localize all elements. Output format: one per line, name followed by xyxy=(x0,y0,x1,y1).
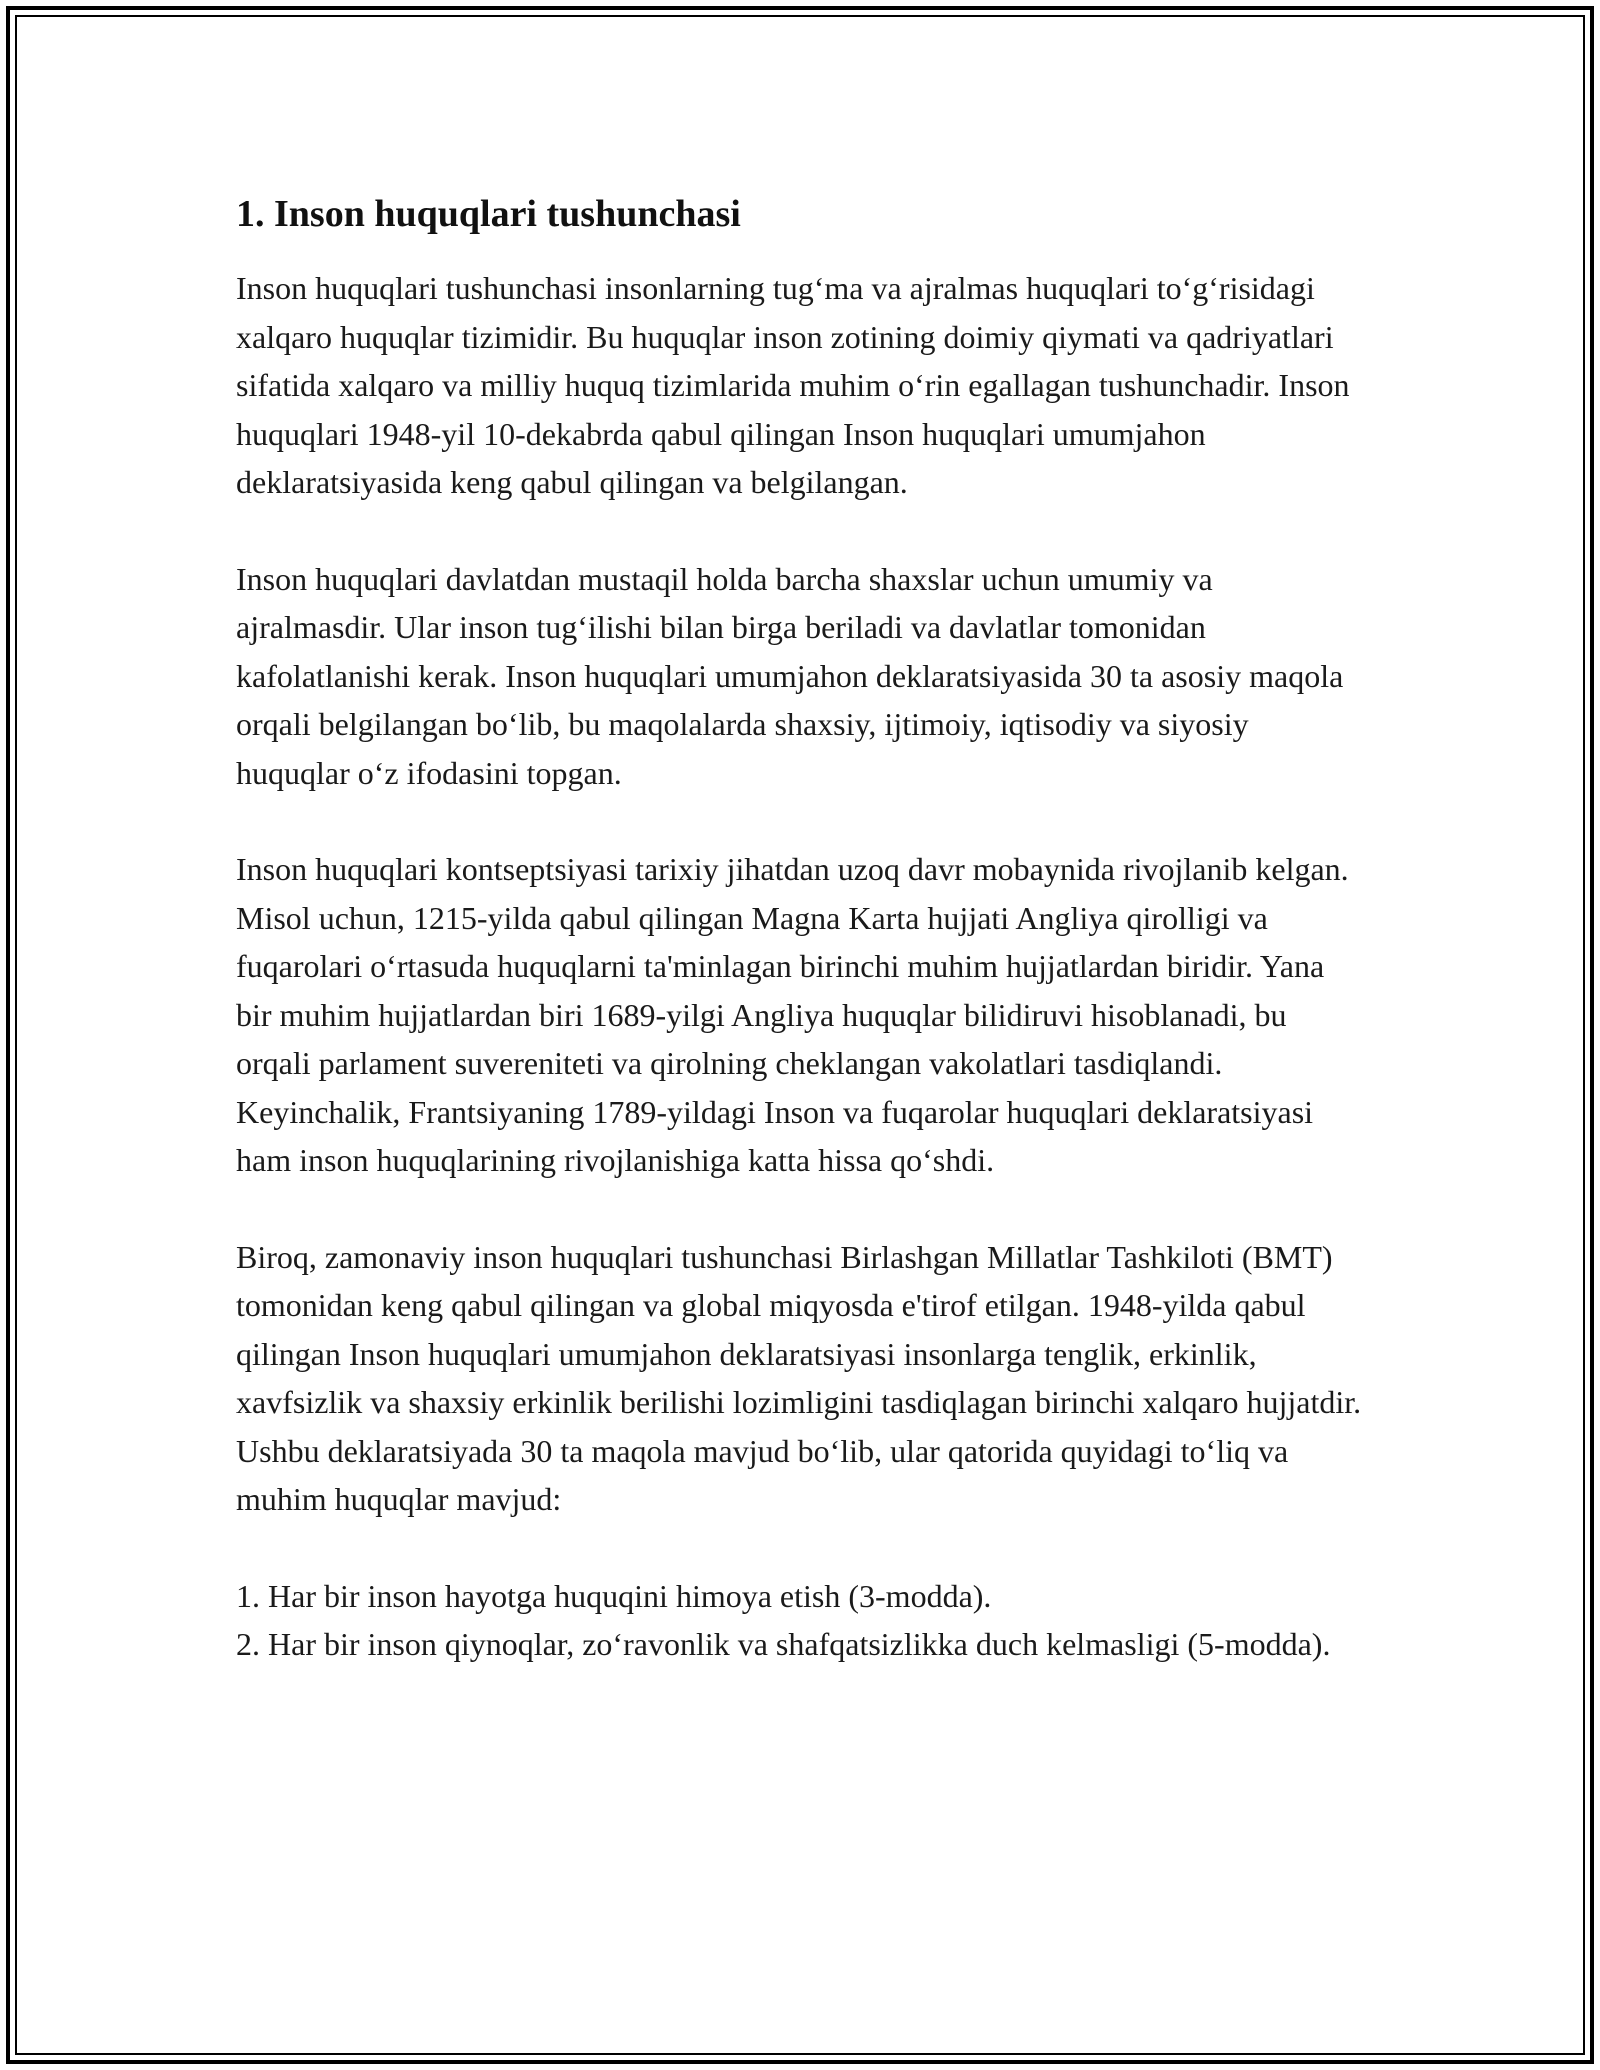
paragraph-2: Inson huquqlari davlatdan mustaqil holda barcha shaxslar uchun umumiy va ajralmasdir. Ular inson tug‘ilishi bilan birga beriladi va davlatlar tomonidan kafolatlanishi kerak. Inson huquqlari umumjahon deklaratsiyasida 30 ta asosiy maqola orqali belgilangan bo‘lib, bu maqolalarda shaxsiy, ijtimoiy, iqtisodiy va siyosiy huquqlar o‘z ifodasini topgan. xyxy=(236,560,1344,791)
list-item: 2. Har bir inson qiynoqlar, zo‘ravonlik va shafqatsizlikka duch kelmasligi (5-modda). xyxy=(236,1626,1331,1662)
paragraph-1: Inson huquqlari tushunchasi insonlarning tug‘ma va ajralmas huquqlari to‘g‘risidagi xalqaro huquqlar tizimidir. Bu huquqlar inson zotining doimiy qiymati va qadriyatlari sifatida xalqaro va milliy huquq tizimlarida muhim o‘rin egallagan tushunchadir. Inson huquqlari 1948-yil 10-dekabrda qabul qilingan Inson huquqlari umumjahon deklaratsiyasida keng qabul qilingan va belgilangan. xyxy=(236,270,1350,500)
document-body xyxy=(236,186,1366,1669)
paragraph-4: Biroq, zamonaviy inson huquqlari tushunchasi Birlashgan Millatlar Tashkiloti (BMT) tomonidan keng qabul qilingan va global miqyosda e'tirof etilgan. 1948-yilda qabul qilingan Inson huquqlari umumjahon deklaratsiyasi insonlarga tenglik, erkinlik, xavfsizlik va shaxsiy erkinlik berilishi lozimligini tasdiqlagan birinchi xalqaro hujjatdir. Ushbu deklaratsiyada 30 ta maqola mavjud bo‘lib, ular qatorida quyidagi to‘liq va muhim huquqlar mavjud: xyxy=(236,1238,1362,1517)
list-item: 1. Har bir inson hayotga huquqini himoya etish (3-modda). xyxy=(236,1577,992,1614)
rights-list xyxy=(236,1572,1366,1669)
paragraph-3: Inson huquqlari kontseptsiyasi tarixiy jihatdan uzoq davr mobaynida rivojlanib kelgan. Misol uchun, 1215-yilda qabul qilingan Magna Karta hujjati Angliya qirolligi va fuqarolari o‘rtasuda huquqlarni ta'minlagan birinchi muhim hujjatlardan biridir. Yana bir muhim hujjatlardan biri 1689-yilgi Angliya huquqlar bilidiruvi hisoblanadi, bu orqali parlament suvereniteti va qirolning cheklangan vakolatlari tasdiqlandi. Keyinchalik, Frantsiyaning 1789-yildagi Inson va fuqarolar huquqlari deklaratsiyasi ham inson huquqlarining rivojlanishiga katta hissa qo‘shdi. xyxy=(236,851,1349,1178)
section-heading: 1. Inson huquqlari tushunchasi xyxy=(236,193,741,235)
